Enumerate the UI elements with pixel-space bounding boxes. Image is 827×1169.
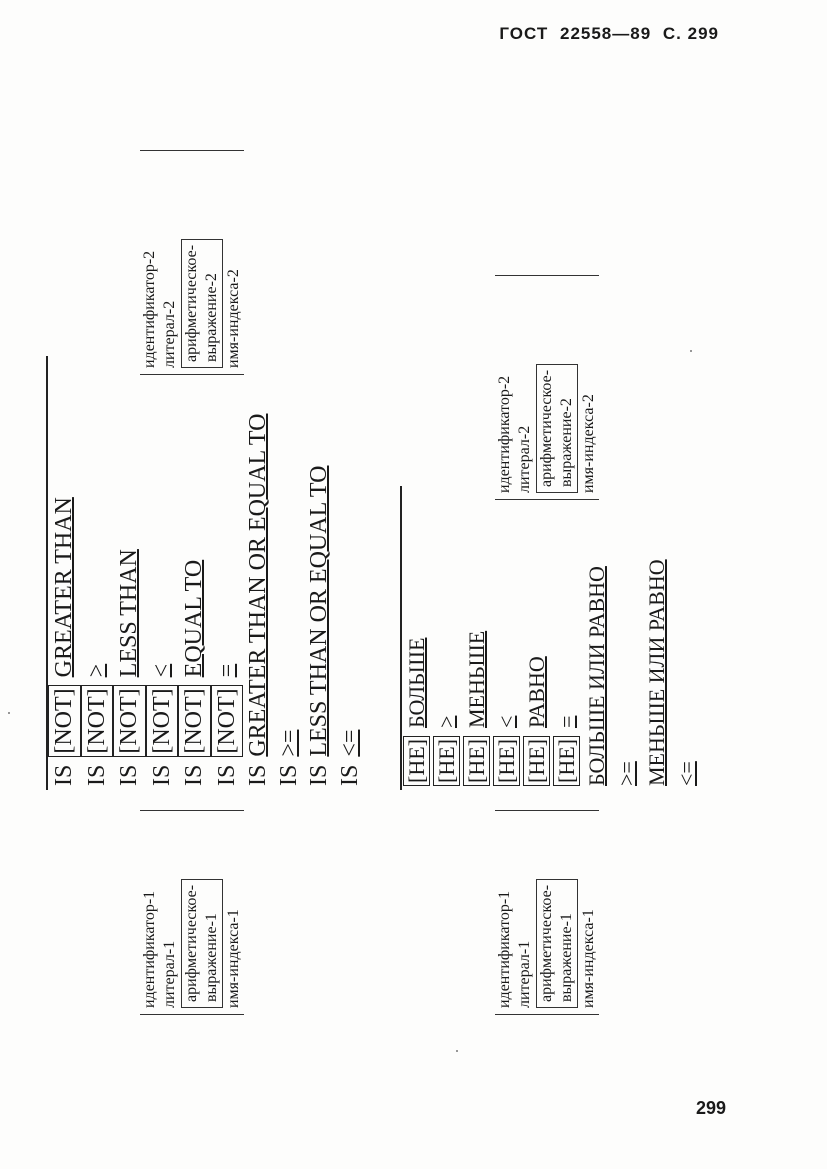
operators-en <box>46 356 365 790</box>
operator-row: IS>= <box>275 729 302 786</box>
operator-row: ISGREATER THAN OR EQUAL TO <box>245 413 271 786</box>
operator-row-ru: МЕНЬШЕ ИЛИ РАВНО <box>644 559 669 786</box>
operator-row: IS<= <box>336 729 363 786</box>
arith-expression-1-line-a: арифметическое- <box>183 884 200 1002</box>
arith-expression-1-ru-line-a: арифметическое- <box>538 884 555 1002</box>
arith-expression-2-ru-line-a: арифметическое- <box>538 369 555 487</box>
index-name-1: имя-индекса-1 <box>225 909 242 1008</box>
operator-row: IS[NOT]LESS THAN <box>113 356 146 786</box>
literal-2-ru: литерал-2 <box>516 425 533 493</box>
operator-row-ru: >= <box>614 761 639 786</box>
identifier-1: идентификатор-1 <box>141 890 158 1008</box>
operator-row-ru: [НЕ]= <box>552 486 582 786</box>
arith-expression-1-line-b: выражение-1 <box>203 913 220 1002</box>
page-header <box>493 24 719 44</box>
index-name-1-ru: имя-индекса-1 <box>580 909 597 1008</box>
operand-1-ru-brace <box>495 810 599 1015</box>
operator-row: IS[NOT]EQUAL TO <box>178 356 211 786</box>
operator-row: IS[NOT]GREATER THAN <box>48 356 81 786</box>
literal-1: литерал-1 <box>161 940 178 1008</box>
arith-expression-2 <box>181 239 223 368</box>
scan-speck <box>8 712 10 714</box>
operators-ru <box>400 486 702 790</box>
operator-row-ru: [НЕ]> <box>432 486 462 786</box>
arith-expression-2-line-b: выражение-2 <box>203 273 220 362</box>
literal-1-ru: литерал-1 <box>516 940 533 1008</box>
operand-2-ru-options <box>495 275 599 500</box>
operand-2-options <box>140 150 244 375</box>
arith-expression-1-ru <box>536 879 578 1008</box>
operator-row: ISLESS THAN OR EQUAL TO <box>306 465 332 786</box>
operator-row-ru: <= <box>674 761 699 786</box>
operand-2-ru-brace <box>495 275 599 500</box>
operand-1-ru-options <box>495 810 599 1015</box>
identifier-2: идентификатор-2 <box>141 250 158 368</box>
arith-expression-2-ru <box>536 364 578 493</box>
operator-row: IS[NOT]= <box>211 356 244 786</box>
index-name-2: имя-индекса-2 <box>225 269 242 368</box>
operator-row-ru: [НЕ]РАВНО <box>522 486 552 786</box>
operand-1-brace <box>140 810 244 1015</box>
operator-row: IS[NOT]> <box>81 356 114 786</box>
arith-expression-1 <box>181 879 223 1008</box>
operator-row-ru: БОЛЬШЕ ИЛИ РАВНО <box>584 566 609 786</box>
page-label: С. 299 <box>662 24 719 43</box>
scan-speck <box>690 350 692 352</box>
operator-row: IS[NOT]< <box>146 356 179 786</box>
arith-expression-1-ru-line-b: выражение-1 <box>558 913 575 1002</box>
scan-speck <box>456 1050 458 1052</box>
identifier-1-ru: идентификатор-1 <box>496 890 513 1008</box>
arith-expression-2-ru-line-b: выражение-2 <box>558 398 575 487</box>
index-name-2-ru: имя-индекса-2 <box>580 394 597 493</box>
literal-2: литерал-2 <box>161 300 178 368</box>
standard-label: ГОСТ <box>499 24 549 43</box>
operator-row-ru: [НЕ]МЕНЬШЕ <box>462 486 492 786</box>
operand-2-brace <box>140 150 244 375</box>
page-number: 299 <box>696 1098 727 1118</box>
arith-expression-2-line-a: арифметическое- <box>183 244 200 362</box>
standard-number: 22558—89 <box>559 24 652 43</box>
identifier-2-ru: идентификатор-2 <box>496 375 513 493</box>
operator-row-ru: [НЕ]< <box>492 486 522 786</box>
operator-row-ru: [НЕ]БОЛЬШЕ <box>402 486 432 786</box>
operand-1-options <box>140 810 244 1015</box>
